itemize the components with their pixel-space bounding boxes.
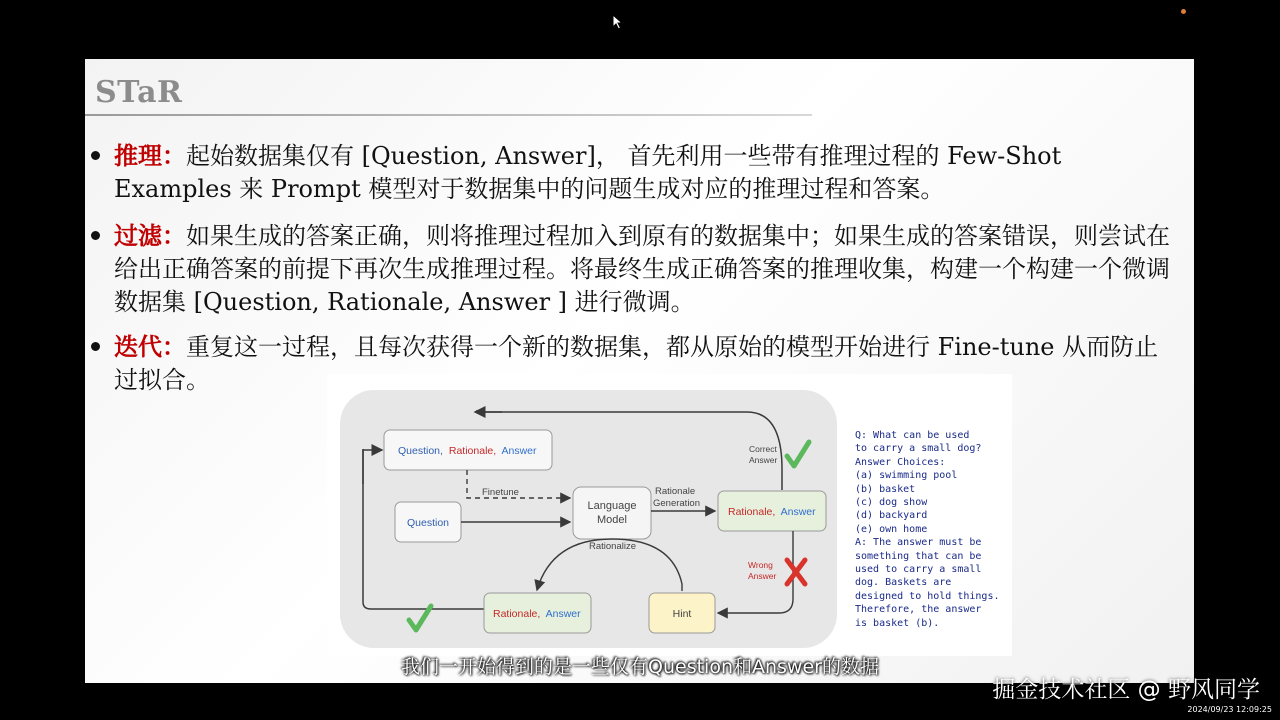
ra-rationale: Rationale, <box>728 506 776 518</box>
bullet-dot <box>91 342 100 351</box>
qa-line: (e) own home <box>855 523 928 535</box>
rationale-generation-line2: Generation <box>653 498 701 509</box>
qra-question: Question, <box>398 445 443 457</box>
bullet-dot <box>91 231 100 240</box>
qa-line: Q: What can be used <box>855 430 970 441</box>
bullet-reasoning <box>91 140 1176 206</box>
qa-line: designed to hold things. <box>855 590 1000 602</box>
language-model-box <box>573 487 651 539</box>
qra-answer: Answer <box>501 445 537 457</box>
qa-line: (a) swimming pool <box>855 470 958 482</box>
watermark: 掘金技术社区 @ 野风同学 <box>992 677 1260 703</box>
qa-line: dog. Baskets are <box>855 577 952 589</box>
qa-line: Answer Choices: <box>855 456 946 468</box>
qa-line: A: The answer must be <box>855 537 982 549</box>
bullet-keyword: 过滤： <box>114 222 186 250</box>
question-box-label: Question <box>406 517 450 529</box>
correct-answer-line1: Correct <box>749 444 777 454</box>
bullet-filtering <box>91 220 1176 319</box>
bottom-rationale: Rationale, <box>493 608 541 620</box>
bullet-text: 起始数据集仅有 [Question, Answer]， 首先利用一些带有推理过程的 Few-Shot Examples 来 Prompt 模型对于数据集中的问题生成对应的推理过程和答案。 <box>114 142 1062 203</box>
wrong-answer-line2: Answer <box>748 571 777 581</box>
presentation-slide <box>85 59 1194 683</box>
timestamp: 2024/09/23 12:09:25 <box>1187 705 1272 714</box>
bullet-text: 如果生成的答案正确，则将推理过程加入到原有的数据集中；如果生成的答案错误，则尝试在给出正确答案的前提下再次生成推理过程。将最终生成正确答案的推理收集，构建一个构建一个微调数据集 [Question, Rationale, Answer ] 进行微调。 <box>114 222 1170 316</box>
qa-line: used to carry a small <box>855 564 982 576</box>
bullet-keyword: 迭代： <box>114 333 186 361</box>
qra-rationale: Rationale, <box>448 445 497 457</box>
qa-example-text <box>855 429 1015 630</box>
rationalize-label: Rationalize <box>589 541 636 552</box>
qa-line: (b) basket <box>855 483 916 495</box>
qra-label <box>398 445 537 457</box>
title-divider <box>85 114 812 116</box>
star-diagram-figure <box>327 374 1012 656</box>
finetune-label: Finetune <box>482 487 519 498</box>
qa-line: (c) dog show <box>855 497 928 509</box>
correct-answer-line2: Answer <box>749 455 778 465</box>
video-subtitle: 我们一开始得到的是一些仅有Question和Answer的数据 <box>401 656 879 678</box>
ra-label <box>728 506 816 518</box>
rationale-generation-line1: Rationale <box>655 486 696 497</box>
slide-title: STaR <box>95 75 183 110</box>
bullet-keyword: 推理： <box>114 142 186 170</box>
qa-line: is basket (b). <box>855 617 940 629</box>
bullet-text: 重复这一过程，且每次获得一个新的数据集，都从原始的模型开始进行 Fine-tune 从而防止过拟合。 <box>114 333 1159 394</box>
qa-line: something that can be <box>855 550 982 562</box>
qa-line: (d) backyard <box>855 510 928 522</box>
recording-dot-icon <box>1181 9 1186 14</box>
lm-label-line1: Language <box>587 500 637 512</box>
qa-line: to carry a small dog? <box>855 443 982 455</box>
mouse-cursor-icon <box>612 14 624 30</box>
bottom-ra-label <box>493 608 581 620</box>
bullet-dot <box>91 151 100 160</box>
ra-answer: Answer <box>780 506 816 518</box>
hint-label: Hint <box>672 608 692 620</box>
lm-label-line2: Model <box>597 514 627 526</box>
bottom-answer: Answer <box>545 608 581 620</box>
wrong-answer-line1: Wrong <box>748 560 773 570</box>
qa-line: Therefore, the answer <box>855 604 982 616</box>
